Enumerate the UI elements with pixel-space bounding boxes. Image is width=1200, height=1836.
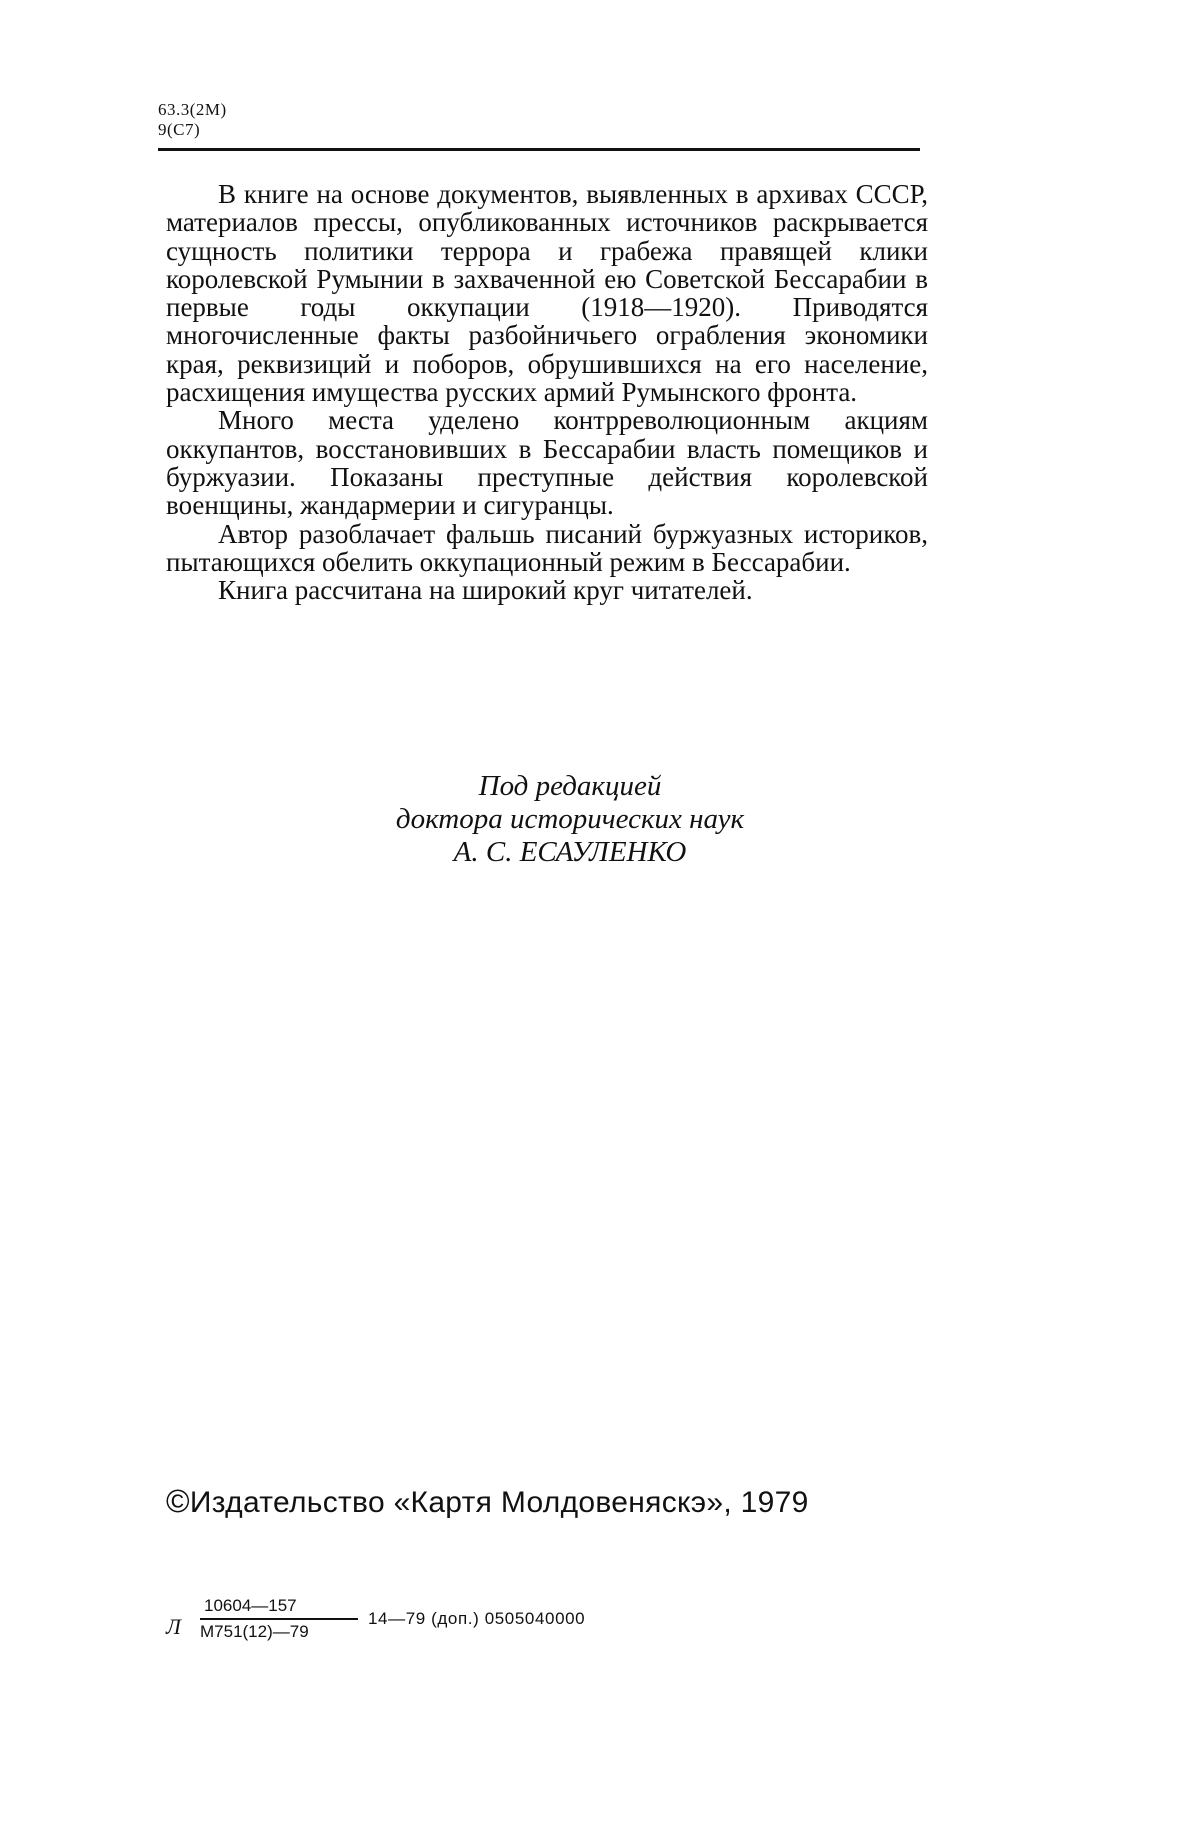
annotation-paragraph-4: Книга рассчитана на широкий круг читателей. bbox=[218, 575, 753, 606]
book-annotation bbox=[166, 180, 928, 604]
editor-line-1: Под редакцией bbox=[478, 770, 662, 802]
editor-name: А. С. ЕСАУЛЕНКО bbox=[453, 836, 687, 868]
imprint-tail: 14—79 (доп.) 0505040000 bbox=[368, 1609, 586, 1628]
imprint-numerator: 10604—157 bbox=[204, 1596, 297, 1615]
classification-line-1: 63.3(2М) bbox=[158, 100, 227, 119]
publication-imprint-code bbox=[166, 1596, 766, 1656]
imprint-denominator: М751(12)—79 bbox=[200, 1622, 309, 1641]
publisher-text: Издательство «Картя Молдовеняскэ», 1979 bbox=[189, 1486, 809, 1519]
library-classification-code bbox=[158, 100, 227, 140]
annotation-paragraph-3: Автор разоблачает фальшь писаний буржуазных историков, пытающихся обелить оккупационный режим в Бессарабии. bbox=[166, 518, 928, 577]
imprint-letter: Л bbox=[166, 1614, 181, 1639]
annotation-paragraph-2: Много места уделено контрреволюционным акциям оккупантов, восстановивших в Бессарабии власть помещиков и буржуазии. Показаны преступные действия королевской военщины, жандармерии и сигуранцы. bbox=[166, 405, 928, 521]
copyright-sign: © bbox=[166, 1483, 190, 1519]
editor-line-2: доктора исторических наук bbox=[395, 803, 745, 835]
editor-credit bbox=[300, 770, 840, 869]
top-rule-divider bbox=[158, 148, 920, 151]
fraction-bar bbox=[200, 1618, 358, 1620]
publisher-copyright bbox=[166, 1484, 809, 1520]
classification-line-2: 9(С7) bbox=[158, 120, 201, 139]
annotation-paragraph-1: В книге на основе документов, выявленных в архивах СССР, материалов прессы, опубликованных источников раскрывается сущность политики террора и грабежа правящей клики королевской Румынии в захваченной ею Советской Бессарабии в первые годы оккупации (1918—1920). Приводятся многочисленные факты разбойничьего ограбления экономики края, реквизиций и поборов, обрушившихся на его население, расхищения имущества русских армий Румынского фронта. bbox=[166, 179, 928, 408]
